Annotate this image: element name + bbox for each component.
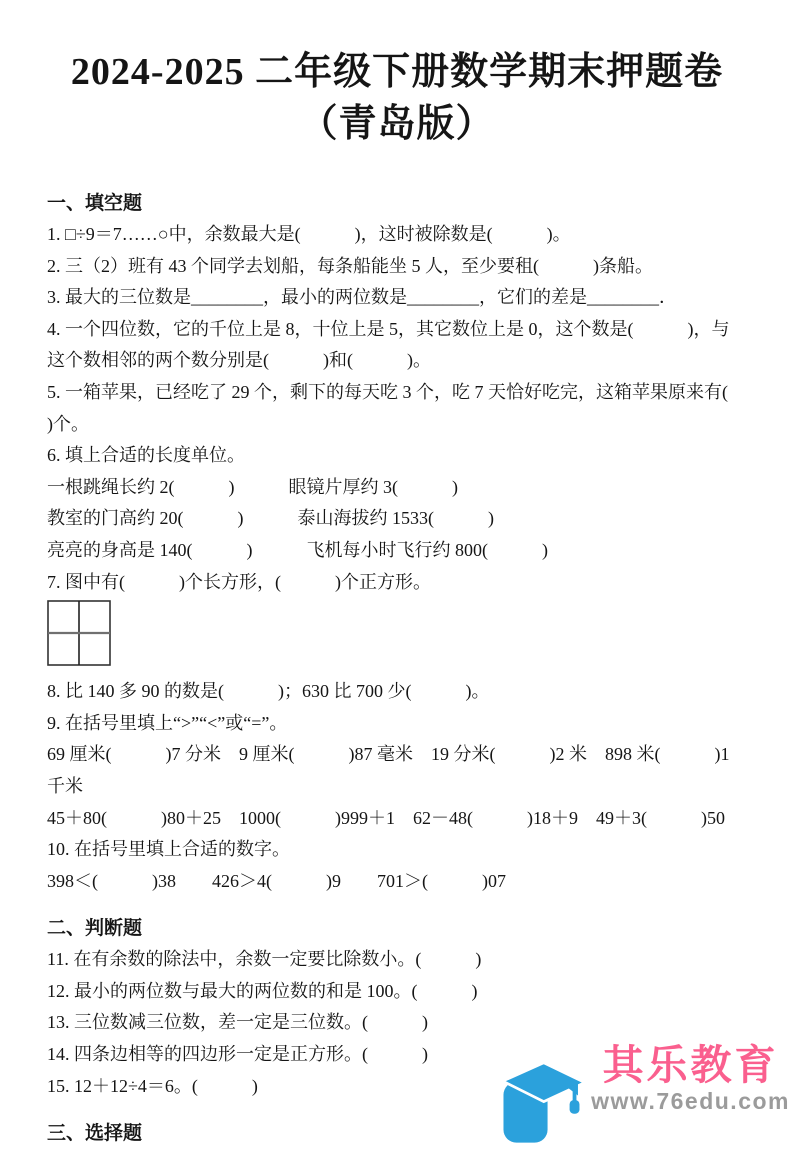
question-9-row-1: 69 厘米( )7 分米 9 厘米( )87 毫米 19 分米( )2 米 898 米( )1 千米 — [47, 744, 730, 796]
question-14: 14. 四条边相等的四边形一定是正方形。( ) — [47, 1044, 428, 1065]
website-url: www.76edu.com — [591, 1088, 790, 1114]
graduation-cap-icon — [501, 1056, 585, 1132]
question-10: 10. 在括号里填上合适的数字。 — [47, 839, 290, 860]
brand-name: 其乐教育 — [602, 1042, 779, 1088]
question-1: 1. □÷9＝7……○中，余数最大是( )，这时被除数是( )。 — [47, 224, 571, 244]
question-10-row-1: 398＜( )38 426＞4( )9 701＞( )07 — [47, 870, 506, 891]
question-5: 5. 一箱苹果，已经吃了 29 个，剩下的每天吃 3 个，吃 7 天恰好吃完，这箱苹果原来有( )个。 — [47, 381, 782, 434]
section-heading-fill: 一、填空题 — [47, 193, 143, 214]
section-heading-judge: 二、判断题 — [47, 918, 143, 940]
question-3: 3. 最大的三位数是________，最小的两位数是________，它们的差是________． — [47, 287, 677, 308]
title-line-2: （青岛版） — [299, 103, 495, 145]
logo-text-block — [591, 1038, 790, 1114]
grid-figure — [47, 600, 111, 666]
section-fill-blanks — [47, 188, 782, 897]
question-6-row-1: 一根跳绳长约 2( ) 眼镜片厚约 3( ) — [47, 476, 458, 497]
title-line-1: 2024-2025 二年级下册数学期末押题卷 — [70, 51, 724, 93]
question-15: 15. 12＋12÷4＝6。( ) — [47, 1075, 258, 1096]
question-13: 13. 三位数减三位数，差一定是三位数。( ) — [47, 1012, 428, 1033]
brand-logo — [501, 1038, 790, 1122]
question-6-row-3: 亮亮的身高是 140( ) 飞机每小时飞行约 800( ) — [47, 539, 548, 560]
question-2: 2. 三（2）班有 43 个同学去划船，每条船能坐 5 人，至少要租( )条船。 — [47, 255, 653, 276]
question-7: 7. 图中有( )个长方形，( )个正方形。 — [47, 571, 431, 592]
question-8: 8. 比 140 多 90 的数是( )；630 比 700 少( )。 — [47, 681, 490, 702]
question-6-row-2: 教室的门高约 20( ) 泰山海拔约 1533( ) — [47, 508, 494, 529]
section-heading-choice: 三、选择题 — [47, 1123, 143, 1145]
question-9-row-2: 45＋80( )80＋25 1000( )999＋1 62－48( )18＋9 49＋3( )50 — [47, 807, 725, 828]
section-multiple-choice — [47, 1118, 747, 1149]
question-11: 11. 在有余数的除法中，余数一定要比除数小。( ) — [47, 949, 482, 970]
question-4: 4. 一个四位数，它的千位上是 8，十位上是 5，其它数位上是 0，这个数是( )，与这个数相邻的两个数分别是( )和( )。 — [47, 318, 730, 371]
page-title — [47, 46, 747, 150]
question-12: 12. 最小的两位数与最大的两位数的和是 100。( ) — [47, 980, 478, 1001]
question-6: 6. 填上合适的长度单位。 — [47, 445, 245, 466]
question-9: 9. 在括号里填上“>”“<”或“=”。 — [47, 712, 288, 733]
